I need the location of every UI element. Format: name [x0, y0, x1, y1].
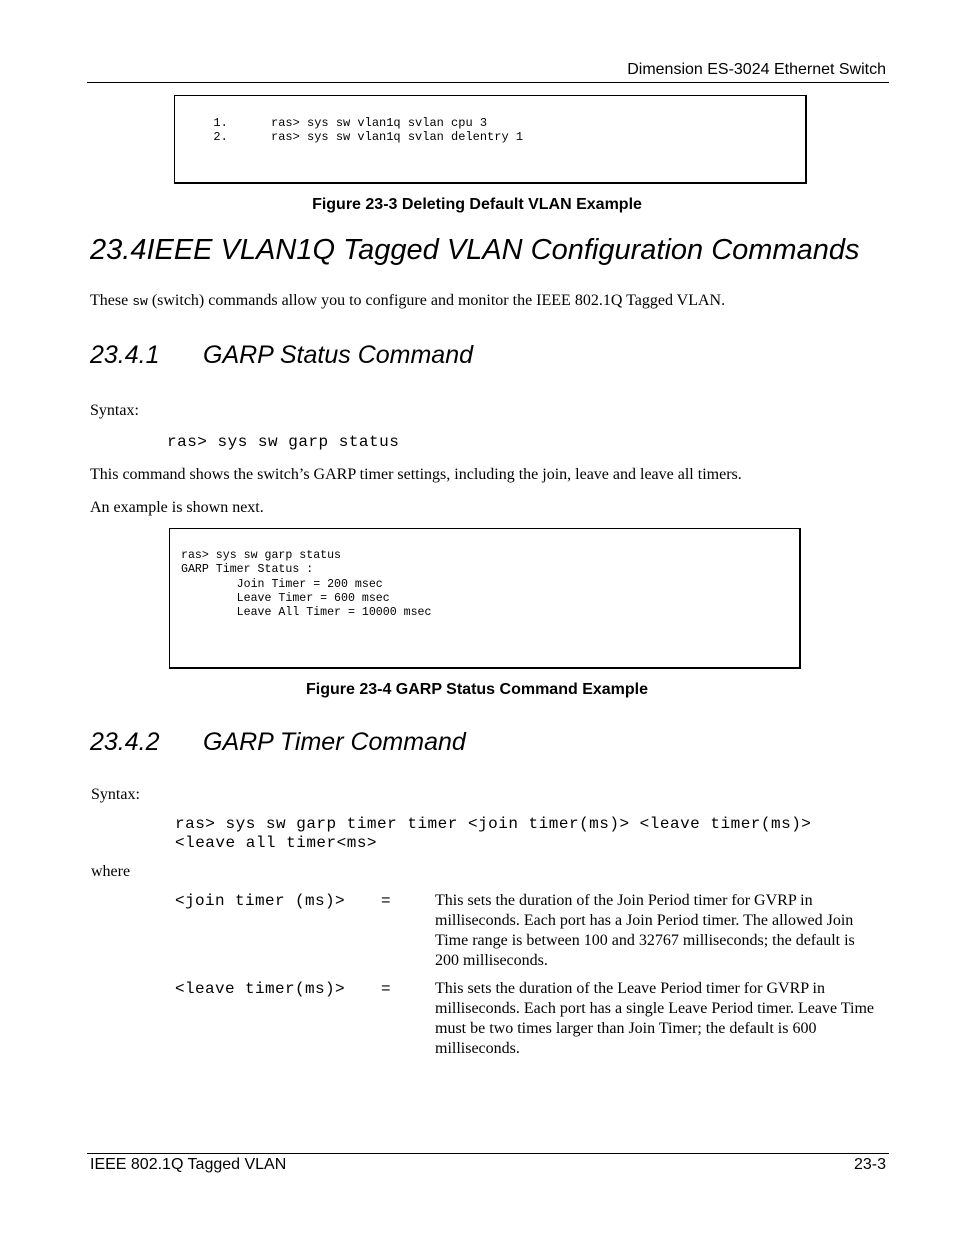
code-box-delete-vlan — [174, 95, 807, 184]
footer-rule — [87, 1153, 889, 1154]
code-line: 1. ras> sys sw vlan1q svlan cpu 3 — [199, 116, 488, 130]
syntax-code-line-2: <leave all timer<ms> — [175, 834, 378, 852]
syntax-code: ras> sys sw garp status — [167, 433, 400, 451]
code-line: Join Timer = 200 msec — [181, 577, 383, 591]
syntax-label: Syntax: — [91, 786, 140, 803]
garp-status-description: This command shows the switch’s GARP timer settings, including the join, leave and leave all timers. — [90, 466, 742, 483]
param-equals: = — [381, 892, 391, 910]
where-label: where — [91, 863, 131, 880]
param-term-join-timer: <join timer (ms)> — [175, 892, 346, 910]
code-box-garp-status — [169, 528, 801, 669]
code-line: Leave Timer = 600 msec — [181, 591, 390, 605]
subsection-heading-garp-timer: 23.4.2 GARP Timer Command — [90, 728, 466, 756]
running-header: Dimension ES-3024 Ethernet Switch — [627, 61, 886, 78]
inline-code: sw — [132, 294, 148, 309]
param-description-join-timer: This sets the duration of the Join Period timer for GVRP in milliseconds. Each port has a Join Period timer. The allowed Join Time range is between 100 and 32767 milliseconds; the default is 200 milliseconds. — [435, 892, 855, 969]
param-equals: = — [381, 980, 391, 998]
footer-chapter-title: IEEE 802.1Q Tagged VLAN — [90, 1156, 287, 1173]
code-line: Leave All Timer = 10000 msec — [181, 606, 432, 620]
header-rule — [87, 82, 889, 83]
syntax-label: Syntax: — [90, 402, 139, 419]
param-term-leave-timer: <leave timer(ms)> — [175, 980, 346, 998]
example-intro: An example is shown next. — [90, 499, 264, 516]
section-intro: These sw (switch) commands allow you to configure and monitor the IEEE 802.1Q Tagged VLAN. — [90, 292, 726, 309]
section-heading: 23.4IEEE VLAN1Q Tagged VLAN Configuration Commands — [90, 234, 860, 266]
page-number: 23-3 — [853, 1156, 886, 1173]
figure-caption-23-4: Figure 23-4 GARP Status Command Example — [305, 681, 648, 698]
syntax-code-line-1: ras> sys sw garp timer timer <join timer(ms)> <leave timer(ms)> — [175, 815, 812, 833]
subsection-heading-garp-status: 23.4.1 GARP Status Command — [90, 341, 474, 369]
code-line: GARP Timer Status : — [181, 563, 314, 577]
figure-caption-23-3: Figure 23-3 Deleting Default VLAN Example — [312, 196, 642, 213]
code-line: ras> sys sw garp status — [181, 549, 342, 562]
code-line: 2. ras> sys sw vlan1q svlan delentry 1 — [199, 130, 524, 145]
param-description-leave-timer: This sets the duration of the Leave Period timer for GVRP in milliseconds. Each port has a single Leave Period timer. Leave Time must be two times larger than Join Timer; the default is 600 milliseconds. — [435, 980, 875, 1057]
